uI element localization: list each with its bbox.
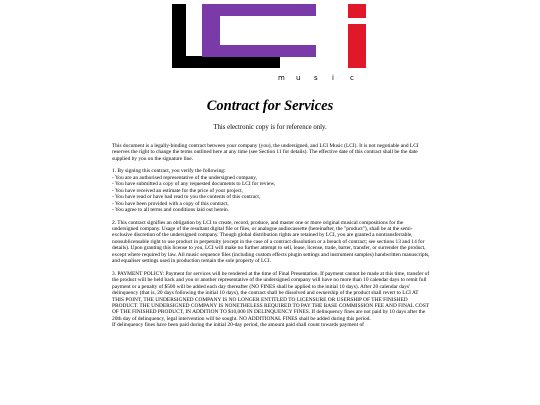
section-1-item: - You have been provided with a copy of this contract, bbox=[112, 200, 229, 207]
section-3: 3. PAYMENT POLICY: Payment for services will be rendered at the time of Final Presentation. If payment cannot be made at this time, transfer of the product will be held back and you or another representative of the undersigned company will have no more than 10 calendar days to remit full payment or a penalty of $500 will be added each day thereafter (NO FINES shall be applied to the initial 10 days). After 20 calendar days' delinquency (that is, 20 days following the initial 10 days), the contract shall be dissolved and ownership of the product shall revert to LCI AT THIS POINT, THE UNDERSIGNED COMPANY IS NO LONGER ENTITLED TO LICENSURE OR USERSHIP OF THE FINISHED PRODUCT. THE UNDERSIGNED COMPANY IS NONETHELESS REQUIRED TO PAY THE BASE COMMISSION FEE AND FINAL COST OF THE FINISHED PRODUCT, IN ADDITION TO $10,000 IN DELINQUENCY FINES. If delinquency fines are not paid by 10 days after the 20th day of delinquency, legal intervention will be sought. NO ADDITIONAL FINES shall be added during this period. bbox=[112, 270, 430, 322]
section-1-item: - You are an authorised representative of the undersigned company, bbox=[112, 174, 258, 181]
intro-paragraph: This document is a legally-binding contract between your company (you), the undersigned, and LCI Music (LCI). It is not negotiable and LCI reserves the right to change the terms outlined here at any time (see Section 11 for details). The effective date of this contract shall be the date supplied by you on the signature line. bbox=[112, 143, 419, 162]
svg-text:s: s bbox=[314, 74, 318, 82]
contract-body bbox=[112, 143, 430, 335]
logo-i-stem bbox=[348, 24, 366, 68]
logo-music-text bbox=[278, 74, 354, 82]
section-1-item: - You have submitted a copy of any requested documents to LCI for review, bbox=[112, 181, 276, 188]
section-1-item: - You agree to all terms and conditions laid out herein. bbox=[112, 207, 230, 214]
logo-i-dot bbox=[348, 4, 366, 18]
lci-music-logo bbox=[172, 4, 370, 84]
svg-text:m: m bbox=[278, 74, 285, 82]
section-2: 2. This contract signifies an obligation by LCI to create, record, produce, and master one or more original musical compositions for the undersigned company. Usage of the resultant digital file or files, or analogue audiocassette (hereinafter, the "product"), shall be at the semi-exclusive discretion of the undersigned company. Though global distribution rights are retained by LCI, you are granted a nontransferrable, nonsublicensable right to use product in perpetuity (except in the case of a contract dissolution or a breach of contract; see sections 13 and 14 for details). Upon granting this license to you, LCI will make no further attempt to sell, lease, license, trade, barter, transfer, or surrender the product, except where required by law. All music sequence files (including custom effects plugin settings and instrument samples) handwritten manuscripts, and equaliser settings used in production remain the sole property of LCI. bbox=[112, 219, 430, 265]
logo-c-bottom bbox=[202, 45, 316, 57]
section-3-continued: If delinquency fines have been paid during the initial 20-day period, the amount paid shall count towards payment of bbox=[112, 322, 364, 329]
logo-l-base bbox=[172, 56, 280, 68]
page-title: Contract for Services bbox=[206, 98, 334, 114]
svg-text:i: i bbox=[332, 74, 334, 82]
section-1-item: - You have received an estimate for the price of your project, bbox=[112, 187, 243, 194]
section-1-heading: 1. By signing this contract, you verify the following: bbox=[112, 168, 226, 175]
svg-text:u: u bbox=[296, 74, 301, 82]
reference-note: This electronic copy is for reference only. bbox=[213, 124, 327, 131]
svg-text:c: c bbox=[350, 74, 354, 82]
section-1-item: - You have read or have had read to you the contents of this contract, bbox=[112, 194, 261, 201]
section-1 bbox=[112, 168, 430, 213]
